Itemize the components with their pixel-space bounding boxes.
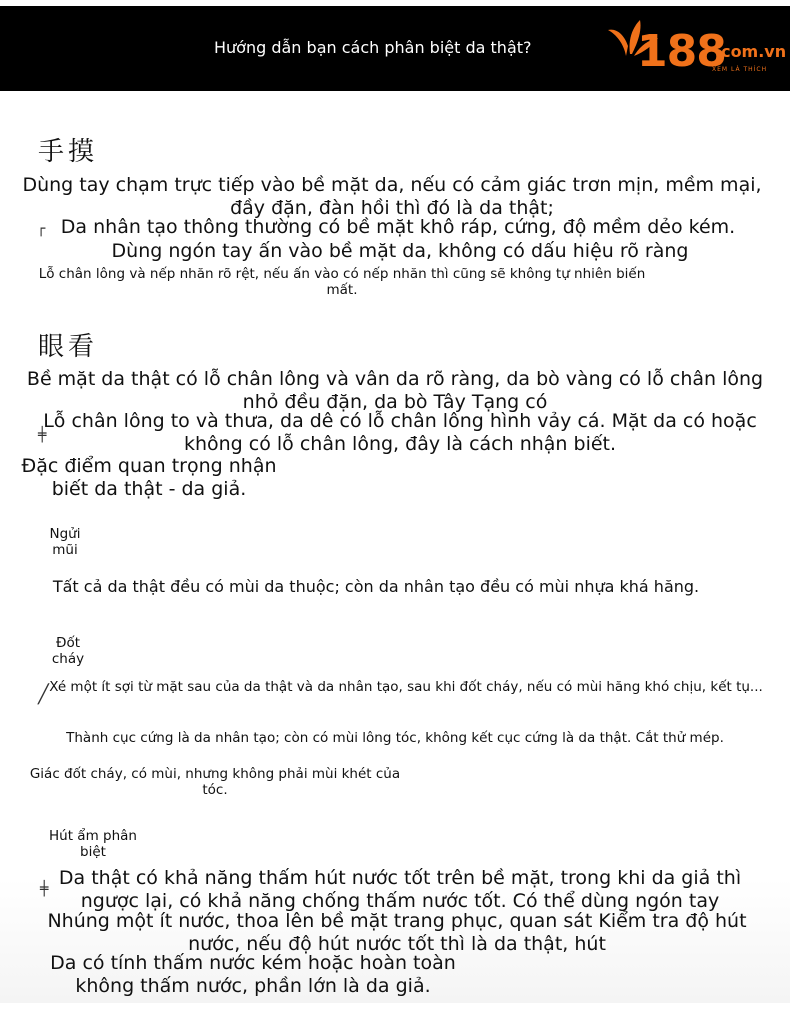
section-heading-look: 眼看	[38, 332, 99, 362]
absorb-line-2: Nhúng một ít nước, thoa lên bề mặt trang phục, quan sát Kiểm tra độ hút nước, nếu độ hút nước tốt thì là da thật, hút	[47, 910, 747, 956]
burn-line-3: Giác đốt cháy, có mùi, nhưng không phải mùi khét của tóc.	[29, 766, 401, 799]
section-heading-smell: Ngửi mũi	[49, 526, 81, 559]
look-line-2: Lỗ chân lông to và thưa, da dê có lỗ chân lông hình vảy cá. Mặt da có hoặc không có lỗ chân lông, đây là cách nhận biết.	[43, 410, 757, 456]
section-heading-burn: Đốt cháy	[51, 635, 85, 668]
site-logo[interactable]	[604, 14, 787, 88]
bullet-icon: ╪	[40, 881, 49, 897]
section-heading-absorb: Hút ẩm phân biệt	[49, 828, 137, 861]
burn-line-2: Thành cục cứng là da nhân tạo; còn có mùi lông tóc, không kết cục cứng là da thật. Cắt thử mép.	[66, 730, 724, 746]
bullet-icon: ┌	[37, 221, 46, 237]
look-line-1: Bề mặt da thật có lỗ chân lông và vân da rõ ràng, da bò vàng có lỗ chân lông nhỏ đều đặn, da bò Tây Tạng có	[26, 368, 764, 414]
smell-line-1: Tất cả da thật đều có mùi da thuộc; còn da nhân tạo đều có mùi nhựa khá hăng.	[52, 577, 700, 596]
header-bar	[0, 6, 790, 91]
section-heading-touch: 手摸	[38, 137, 99, 167]
look-line-3: Đặc điểm quan trọng nhận biết da thật - da giả.	[21, 455, 277, 501]
logo-slogan: XEM LÀ THÍCH	[712, 66, 768, 73]
touch-line-3: Dùng ngón tay ấn vào bề mặt da, không có dấu hiệu rõ ràng	[111, 240, 689, 262]
logo-domain: .com.vn	[715, 42, 787, 61]
bullet-icon: ╱	[38, 684, 49, 705]
absorb-line-1: Da thật có khả năng thấm hút nước tốt trên bề mặt, trong khi da giả thì ngược lại, có khả năng chống thấm nước tốt. Có thể dùng ngón tay	[58, 867, 742, 913]
touch-line-4: Lỗ chân lông và nếp nhăn rõ rệt, nếu ấn vào có nếp nhăn thì cũng sẽ không tự nhiên biến mất.	[38, 266, 646, 299]
page-title: Hướng dẫn bạn cách phân biệt da thật?	[214, 38, 532, 57]
burn-line-1: Xé một ít sợi từ mặt sau của da thật và da nhân tạo, sau khi đốt cháy, nếu có mùi hăng khó chịu, kết tụ...	[49, 679, 763, 695]
absorb-line-3: Da có tính thấm nước kém hoặc hoàn toàn không thấm nước, phần lớn là da giả.	[50, 952, 456, 998]
touch-line-2: Da nhân tạo thông thường có bề mặt khô ráp, cứng, độ mềm dẻo kém.	[60, 216, 736, 238]
bullet-icon: ╪	[38, 427, 47, 443]
logo-number: 188	[637, 26, 726, 77]
touch-line-1: Dùng tay chạm trực tiếp vào bề mặt da, nếu có cảm giác trơn mịn, mềm mại, đầy đặn, đàn hồi thì đó là da thật;	[22, 174, 762, 220]
